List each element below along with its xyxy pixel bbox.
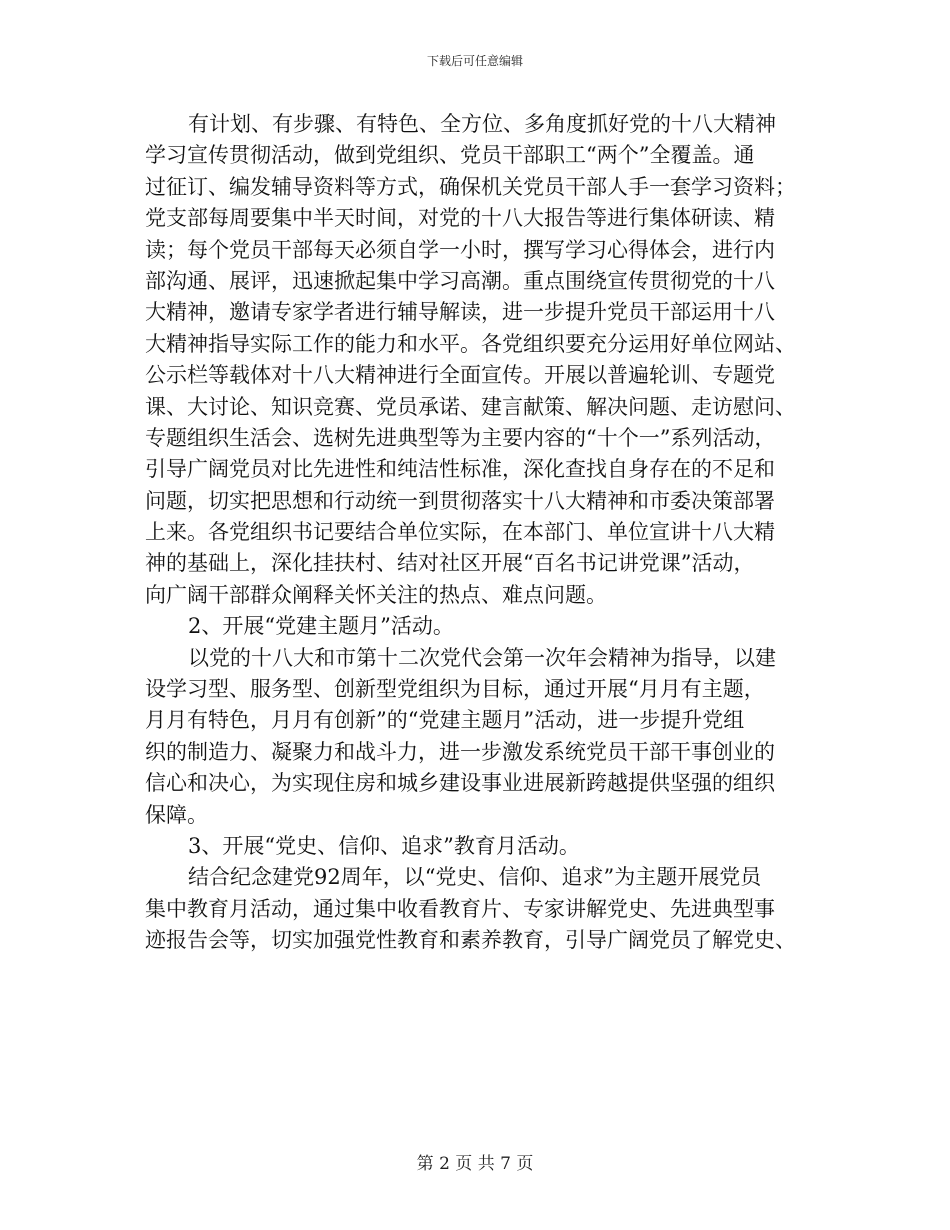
- text-line: 问题，切实把思想和行动统一到贯彻落实十八大精神和市委决策部署: [145, 488, 775, 513]
- text-line: 结合纪念建党92周年，以“党史、信仰、追求”为主题开展党员: [188, 865, 762, 890]
- text-line: 以党的十八大和市第十二次党代会第一次年会精神为指导，以建: [188, 645, 776, 670]
- text-line: 课、大讨论、知识竞赛、党员承诺、建言献策、解决问题、走访慰问、: [145, 394, 796, 419]
- section-heading: 2、开展“党建主题月”活动。: [188, 614, 454, 639]
- text-line: 专题组织生活会、选树先进典型等为主要内容的“十个一”系列活动，: [145, 425, 776, 450]
- text-line: 集中教育月活动，通过集中收看教育片、专家讲解党史、先进典型事: [145, 896, 775, 921]
- text-line: 迹报告会等，切实加强党性教育和素养教育，引导广阔党员了解党史、: [145, 928, 796, 953]
- text-line: 设学习型、服务型、创新型党组织为目标，通过开展“月月有主题，: [145, 677, 765, 702]
- text-line: 上来。各党组织书记要结合单位实际，在本部门、单位宣讲十八大精: [145, 520, 775, 545]
- section-heading: 3、开展“党史、信仰、追求”教育月活动。: [188, 833, 580, 858]
- text-line: 党支部每周要集中半天时间，对党的十八大报告等进行集体研读、精: [145, 206, 775, 231]
- text-line: 读；每个党员干部每天必须自学一小时，撰写学习心得体会，进行内: [145, 237, 775, 262]
- text-line: 向广阔干部群众阐释关怀关注的热点、难点问题。: [145, 582, 607, 607]
- text-line: 神的基础上，深化挂扶村、结对社区开展“百名书记讲党课”活动，: [145, 551, 755, 576]
- text-line: 保障。: [145, 802, 208, 827]
- text-line: 引导广阔党员对比先进性和纯洁性标准，深化查找自身存在的不足和: [145, 457, 775, 482]
- text-line: 大精神指导实际工作的能力和水平。各党组织要充分运用好单位网站、: [145, 331, 796, 356]
- text-line: 有计划、有步骤、有特色、全方位、多角度抓好党的十八大精神: [188, 112, 776, 136]
- document-body: [145, 109, 805, 957]
- text-line: 学习宣传贯彻活动，做到党组织、党员干部职工“两个”全覆盖。通: [145, 143, 755, 168]
- text-line: 公示栏等载体对十八大精神进行全面宣传。开展以普遍轮训、专题党: [145, 363, 775, 388]
- text-line: 过征订、编发辅导资料等方式，确保机关党员干部人手一套学习资料；: [145, 174, 796, 199]
- text-line: 织的制造力、凝聚力和战斗力，进一步激发系统党员干部干事创业的: [145, 739, 775, 764]
- page-header: 下载后可任意编辑: [426, 54, 523, 68]
- text-line: 部沟通、展评，迅速掀起集中学习高潮。重点围绕宣传贯彻党的十八: [145, 268, 775, 293]
- text-line: 信心和决心，为实现住房和城乡建设事业进展新跨越提供坚强的组织: [145, 771, 775, 796]
- page-number-footer: 第 2 页 共 7 页: [416, 1154, 534, 1174]
- text-line: 大精神，邀请专家学者进行辅导解读，进一步提升党员干部运用十八: [145, 300, 775, 325]
- text-line: 月月有特色，月月有创新”的“党建主题月”活动，进一步提升党组: [145, 708, 745, 733]
